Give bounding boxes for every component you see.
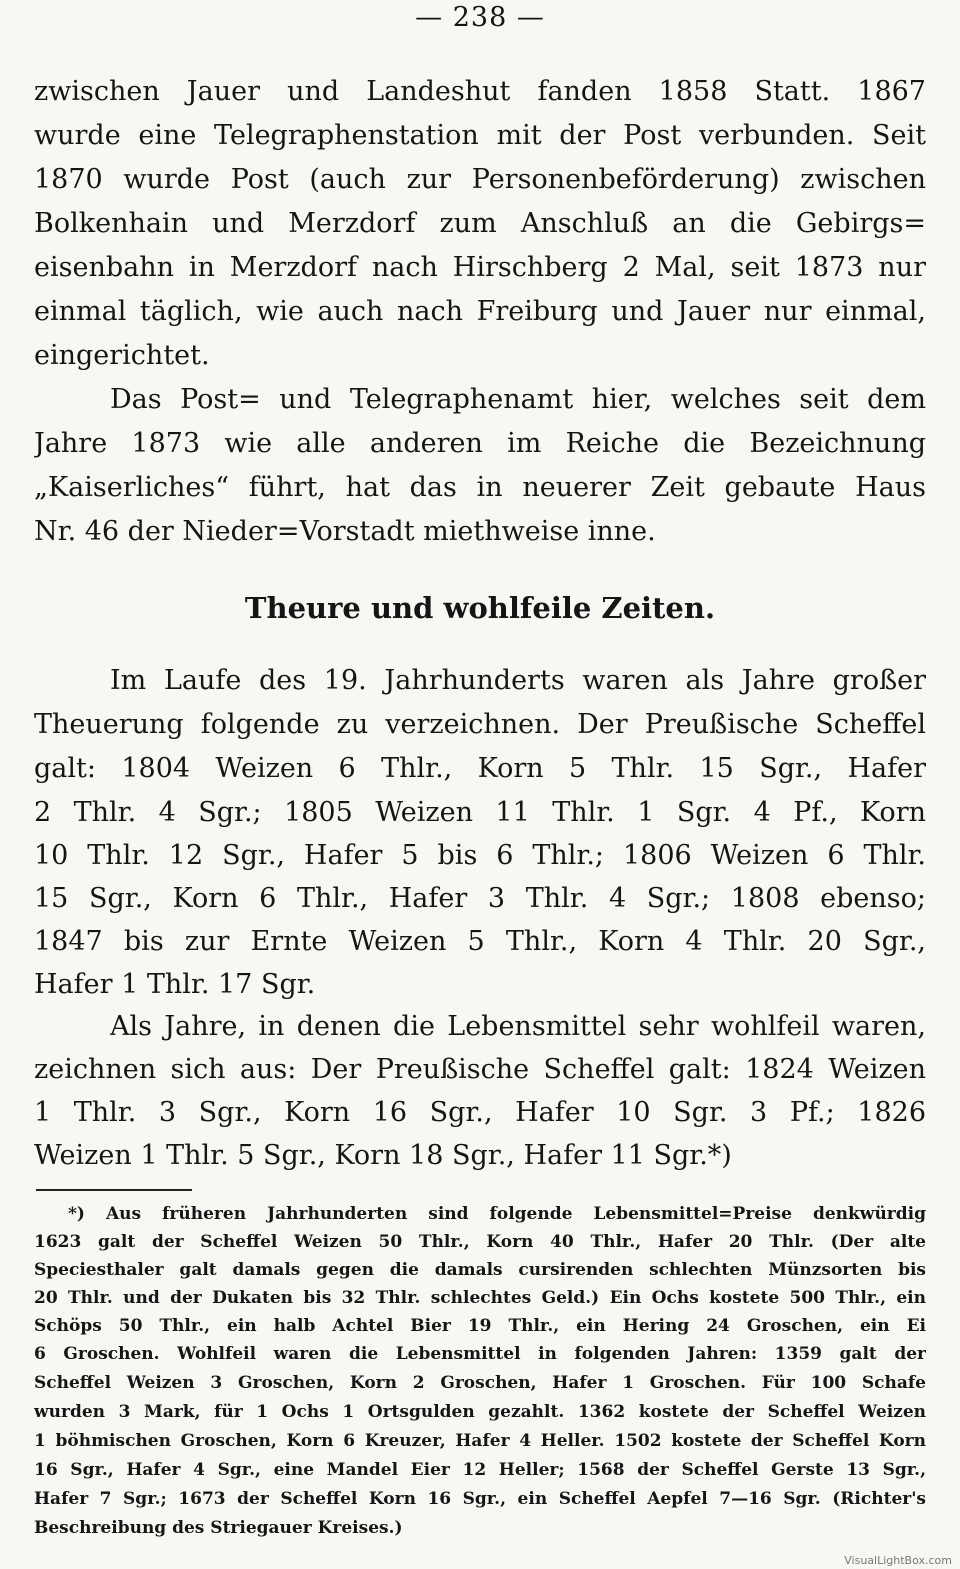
- text-line: 1847 bis zur Ernte Weizen 5 Thlr., Korn 4 Thlr. 20 Sgr.,: [34, 926, 926, 957]
- footnote-line: 6 Groschen. Wohlfeil waren die Lebensmittel in folgenden Jahren: 1359 galt der: [34, 1344, 926, 1364]
- text-line: Im Laufe des 19. Jahrhunderts waren als Jahre großer: [110, 665, 926, 696]
- section-title: Theure und wohlfeile Zeiten.: [244, 591, 716, 625]
- text-line: 1870 wurde Post (auch zur Personenbeförderung) zwischen: [34, 164, 926, 195]
- text-line: zeichnen sich aus: Der Preußische Scheffel galt: 1824 Weizen: [34, 1054, 926, 1085]
- footnote-line: Speciesthaler galt damals gegen die damals cursirenden schlechten Münzsorten bis: [34, 1260, 926, 1280]
- text-line: wurde eine Telegraphenstation mit der Post verbunden. Seit: [34, 120, 926, 151]
- page-number: — 238 —: [415, 2, 545, 33]
- footnote-line: Scheffel Weizen 3 Groschen, Korn 2 Groschen, Hafer 1 Groschen. Für 100 Schafe: [34, 1373, 926, 1393]
- text-line: Als Jahre, in denen die Lebensmittel sehr wohlfeil waren,: [110, 1011, 926, 1042]
- text-line: eingerichtet.: [34, 340, 210, 371]
- text-line: galt: 1804 Weizen 6 Thlr., Korn 5 Thlr. 15 Sgr., Hafer: [34, 753, 926, 784]
- text-line: Nr. 46 der Nieder=Vorstadt miethweise inne.: [34, 516, 656, 547]
- text-line: 2 Thlr. 4 Sgr.; 1805 Weizen 11 Thlr. 1 Sgr. 4 Pf., Korn: [34, 797, 926, 828]
- text-line: zwischen Jauer und Landeshut fanden 1858 Statt. 1867: [34, 76, 926, 107]
- text-line: Jahre 1873 wie alle anderen im Reiche die Bezeichnung: [34, 428, 926, 459]
- footnote-divider: [36, 1189, 192, 1191]
- text-line: Bolkenhain und Merzdorf zum Anschluß an die Gebirgs=: [34, 208, 926, 239]
- text-line: Theuerung folgende zu verzeichnen. Der Preußische Scheffel: [34, 709, 926, 740]
- text-line: 10 Thlr. 12 Sgr., Hafer 5 bis 6 Thlr.; 1806 Weizen 6 Thlr.: [34, 840, 926, 871]
- text-line: Das Post= und Telegraphenamt hier, welches seit dem: [110, 384, 926, 415]
- footnote-line: Beschreibung des Striegauer Kreises.): [34, 1518, 403, 1538]
- text-line: 1 Thlr. 3 Sgr., Korn 16 Sgr., Hafer 10 Sgr. 3 Pf.; 1826: [34, 1097, 926, 1128]
- footnote-line: 1 böhmischen Groschen, Korn 6 Kreuzer, Hafer 4 Heller. 1502 kostete der Scheffel Korn: [34, 1431, 926, 1451]
- footnote-line: *) Aus früheren Jahrhunderten sind folgende Lebensmittel=Preise denkwürdig: [68, 1204, 926, 1224]
- text-line: Hafer 1 Thlr. 17 Sgr.: [34, 969, 316, 1000]
- footnote-line: 20 Thlr. und der Dukaten bis 32 Thlr. schlechtes Geld.) Ein Ochs kostete 500 Thlr., ein: [34, 1288, 926, 1308]
- text-line: Weizen 1 Thlr. 5 Sgr., Korn 18 Sgr., Hafer 11 Sgr.*): [34, 1140, 732, 1171]
- footnote-line: Schöps 50 Thlr., ein halb Achtel Bier 19 Thlr., ein Hering 24 Groschen, ein Ei: [34, 1316, 926, 1336]
- text-line: „Kaiserliches“ führt, hat das in neuerer Zeit gebaute Haus: [34, 472, 926, 503]
- text-line: einmal täglich, wie auch nach Freiburg und Jauer nur einmal,: [34, 296, 926, 327]
- text-line: 15 Sgr., Korn 6 Thlr., Hafer 3 Thlr. 4 Sgr.; 1808 ebenso;: [34, 883, 926, 914]
- footnote-line: Hafer 7 Sgr.; 1673 der Scheffel Korn 16 Sgr., ein Scheffel Aepfel 7—16 Sgr. (Richter's: [34, 1489, 926, 1509]
- footnote-line: 16 Sgr., Hafer 4 Sgr., eine Mandel Eier 12 Heller; 1568 der Scheffel Gerste 13 Sgr.,: [34, 1460, 926, 1480]
- text-line: eisenbahn in Merzdorf nach Hirschberg 2 Mal, seit 1873 nur: [34, 252, 926, 283]
- footnote-line: wurden 3 Mark, für 1 Ochs 1 Ortsgulden gezahlt. 1362 kostete der Scheffel Weizen: [34, 1402, 926, 1422]
- watermark: VisualLightBox.com: [844, 1554, 952, 1567]
- footnote-line: 1623 galt der Scheffel Weizen 50 Thlr., Korn 40 Thlr., Hafer 20 Thlr. (Der alte: [34, 1232, 926, 1252]
